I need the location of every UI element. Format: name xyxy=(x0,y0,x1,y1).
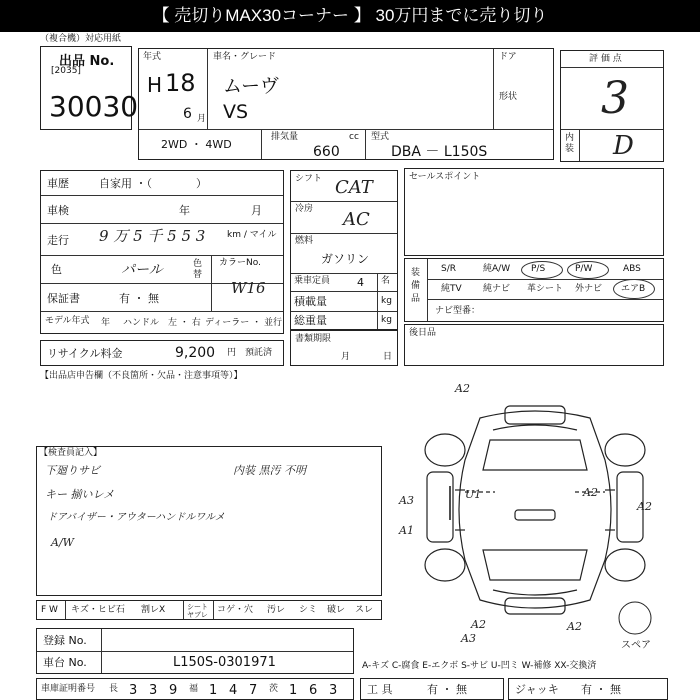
docs-day: 日 xyxy=(383,352,393,362)
type-label: 型式 xyxy=(371,132,390,142)
spare-icon xyxy=(619,602,651,634)
shift-label: シフト xyxy=(295,174,323,184)
equipment-label: 装備品 xyxy=(411,268,421,304)
fuel-label: 燃料 xyxy=(295,236,314,246)
lot-label: 出品 No. xyxy=(59,54,115,69)
docs-box xyxy=(290,330,398,366)
equipment-box xyxy=(404,258,664,322)
cert-d11: 3 xyxy=(329,683,338,698)
inspector-right: 内装 黒汚 不明 xyxy=(233,464,306,477)
after-day-box xyxy=(404,324,664,366)
cert-d8: 茨 xyxy=(269,684,279,694)
equip-ps: P/S xyxy=(531,264,546,274)
capacity-label: 乗車定員 xyxy=(294,276,331,286)
inspection-year: 年 xyxy=(179,204,190,217)
mileage-unit: km / マイル xyxy=(227,230,277,240)
equip-navi: 純ナビ xyxy=(483,284,511,294)
ac-value: AC xyxy=(343,209,370,230)
score-box xyxy=(560,50,664,162)
recycle-value: 9,200 xyxy=(175,345,216,361)
cert-d5: 1 xyxy=(209,683,218,698)
weight-unit: kg xyxy=(381,315,392,325)
mileage-label: 走行 xyxy=(47,234,69,247)
fw-tear: 破レ xyxy=(327,605,346,615)
fw-row xyxy=(36,600,382,620)
model-label: 車名・グレード xyxy=(213,52,277,62)
cert-label: 車庫証明番号 xyxy=(41,684,96,694)
shift-value: CAT xyxy=(335,177,373,198)
cert-d0: 長 xyxy=(109,684,119,694)
equip-abs: ABS xyxy=(623,264,641,274)
mark-a2-rear: A2 xyxy=(471,618,486,631)
spec-box xyxy=(290,170,398,330)
fw-crack: 割レX xyxy=(141,605,166,615)
mileage-value: 9 万 5 千 5 5 3 xyxy=(99,227,206,245)
color-code: W16 xyxy=(231,279,266,297)
fw-stain: シミ xyxy=(299,605,318,615)
drive-type: 2WD ・ 4WD xyxy=(161,138,232,151)
model-grade: VS xyxy=(223,101,249,123)
history-box xyxy=(40,170,284,334)
warranty-value: 有 ・ 無 xyxy=(119,292,159,305)
jack-box xyxy=(508,678,668,700)
cert-d10: 6 xyxy=(309,683,318,698)
cert-d6: 4 xyxy=(229,683,238,698)
fw-dirt: 汚レ xyxy=(267,605,286,615)
model-year-unit: 年 xyxy=(101,318,111,328)
year-era: H xyxy=(147,73,163,97)
color-label: 色 xyxy=(51,263,62,276)
mark-u1: U1 xyxy=(465,488,482,501)
recycle-unit: 円 xyxy=(227,348,237,358)
warranty-label: 保証書 xyxy=(47,292,80,305)
inspector-line-4: A/W xyxy=(51,536,74,549)
color-code-label: カラーNo. xyxy=(219,258,261,268)
equip-pw: P/W xyxy=(575,264,593,274)
interior-value: D xyxy=(613,131,634,161)
cert-d3: 9 xyxy=(169,683,178,698)
capacity-unit: 名 xyxy=(381,276,391,286)
capacity-value: 4 xyxy=(357,276,364,289)
fw-label: F W xyxy=(41,605,58,615)
jack-value: 有 ・ 無 xyxy=(581,683,621,696)
cert-d9: 1 xyxy=(289,683,298,698)
mark-a3-left: A3 xyxy=(399,494,414,507)
recycle-box xyxy=(40,340,284,366)
after-day-label: 後日品 xyxy=(409,328,437,338)
year-label: 年式 xyxy=(143,52,162,62)
cert-d1: 3 xyxy=(129,683,138,698)
score-label: 評 価 点 xyxy=(589,54,622,64)
load-label: 積載量 xyxy=(294,295,327,308)
mark-a2-right: A2 xyxy=(583,486,598,499)
tools-value: 有 ・ 無 xyxy=(427,683,467,696)
displacement-label: 排気量 xyxy=(271,132,299,142)
dealer: ディーラー ・ 並行 xyxy=(205,318,283,328)
header-banner: 【 売切りMAX30コーナー 】 30万円までに売り切り xyxy=(0,0,700,32)
mark-a2-top: A2 xyxy=(455,382,470,395)
color-value: パール xyxy=(121,262,163,278)
year-value: 18 xyxy=(165,69,196,97)
recycle-label: リサイクル料金 xyxy=(47,347,123,360)
chassis-label: 車台 No. xyxy=(43,656,87,669)
inspection-month: 月 xyxy=(251,204,262,217)
cert-row xyxy=(36,678,354,700)
cert-d4: 福 xyxy=(189,684,199,694)
equip-tv: 純TV xyxy=(441,284,462,294)
door-shape: 形状 xyxy=(499,92,518,102)
inspector-line-3: ドアバイザー・アウターハンドルワルメ xyxy=(47,512,225,523)
cert-d7: 7 xyxy=(249,683,258,698)
equip-sr: S/R xyxy=(441,264,456,274)
history-label: 車歴 xyxy=(47,177,69,190)
sales-point-box xyxy=(404,168,664,256)
fw-seat: シートヤブレ xyxy=(187,603,208,619)
color-change: 色替 xyxy=(193,259,203,280)
model-name: ムーヴ xyxy=(223,75,280,97)
fw-burn: コゲ・穴 xyxy=(217,605,254,615)
lot-number: 30030 xyxy=(49,90,139,123)
spare-label: スペア xyxy=(621,640,651,650)
inspector-box xyxy=(36,446,382,596)
equip-airbag: エアB xyxy=(621,284,646,294)
lot-small: [2035] xyxy=(51,66,81,76)
tools-box xyxy=(360,678,504,700)
ac-label: 冷房 xyxy=(295,204,314,214)
recycle-deposit: 預託済 xyxy=(245,348,273,358)
inspector-line-1: 下廻りサビ xyxy=(45,464,100,477)
inspector-label: 【検査員記入】 xyxy=(39,448,103,458)
fw-scratch: キズ・ヒビ石 xyxy=(71,605,125,615)
displacement-unit: cc xyxy=(349,132,359,142)
damage-legend: A-キズ C-腐食 E-エクボ S-サビ U-凹ミ W-補修 XX-交換済 xyxy=(362,661,597,671)
weight-label: 総重量 xyxy=(294,314,327,327)
reg-label: 登録 No. xyxy=(43,634,87,647)
vehicle-box xyxy=(138,48,554,160)
docs-month: 月 xyxy=(341,352,351,362)
door-label: ドア xyxy=(499,52,517,62)
docs-label: 書類期限 xyxy=(295,334,332,344)
sales-point-label: セールスポイント xyxy=(409,172,481,182)
tools-label: 工 具 xyxy=(367,683,393,696)
jack-label: ジャッキ xyxy=(515,683,559,696)
year-month: 6 xyxy=(183,106,192,122)
equip-aw: 純A/W xyxy=(483,264,511,274)
lot-box xyxy=(40,46,139,130)
handle: ハンドル 左 ・ 右 xyxy=(123,318,201,328)
displacement-value: 660 xyxy=(313,144,340,160)
mark-a2-bottom: A2 xyxy=(567,620,582,633)
equip-leather: 革シート xyxy=(527,284,564,294)
load-unit: kg xyxy=(381,296,392,306)
fuel-value: ガソリン xyxy=(321,252,370,266)
mark-a1: A1 xyxy=(399,524,414,537)
inspector-line-2: キー 揃いレメ xyxy=(45,488,115,501)
seller-notes-label: 【出品店申告欄（不良箇所・欠品・注意事項等）】 xyxy=(40,371,243,381)
mark-a2-far-right: A2 xyxy=(637,500,652,513)
score-value: 3 xyxy=(601,73,629,124)
mark-a3-bottom: A3 xyxy=(461,632,476,645)
chassis-value: L150S-0301971 xyxy=(173,655,276,670)
cert-d2: 3 xyxy=(149,683,158,698)
history-value: 自家用 ・（ ） xyxy=(99,177,207,190)
reg-box xyxy=(36,628,354,674)
inspection-label: 車検 xyxy=(47,204,69,217)
model-year-label: モデル年式 xyxy=(45,316,90,326)
interior-label: 内装 xyxy=(565,133,575,154)
car-damage-diagram xyxy=(395,380,675,650)
top-note: （複合機）対応用紙 xyxy=(40,34,122,44)
type-value: DBA － L150S xyxy=(391,144,488,160)
equip-ext-navi: 外ナビ xyxy=(575,284,603,294)
navi-model-label: ナビ型番： xyxy=(435,306,481,316)
year-month-unit: 月 xyxy=(197,114,207,124)
fw-wear: スレ xyxy=(355,605,374,615)
